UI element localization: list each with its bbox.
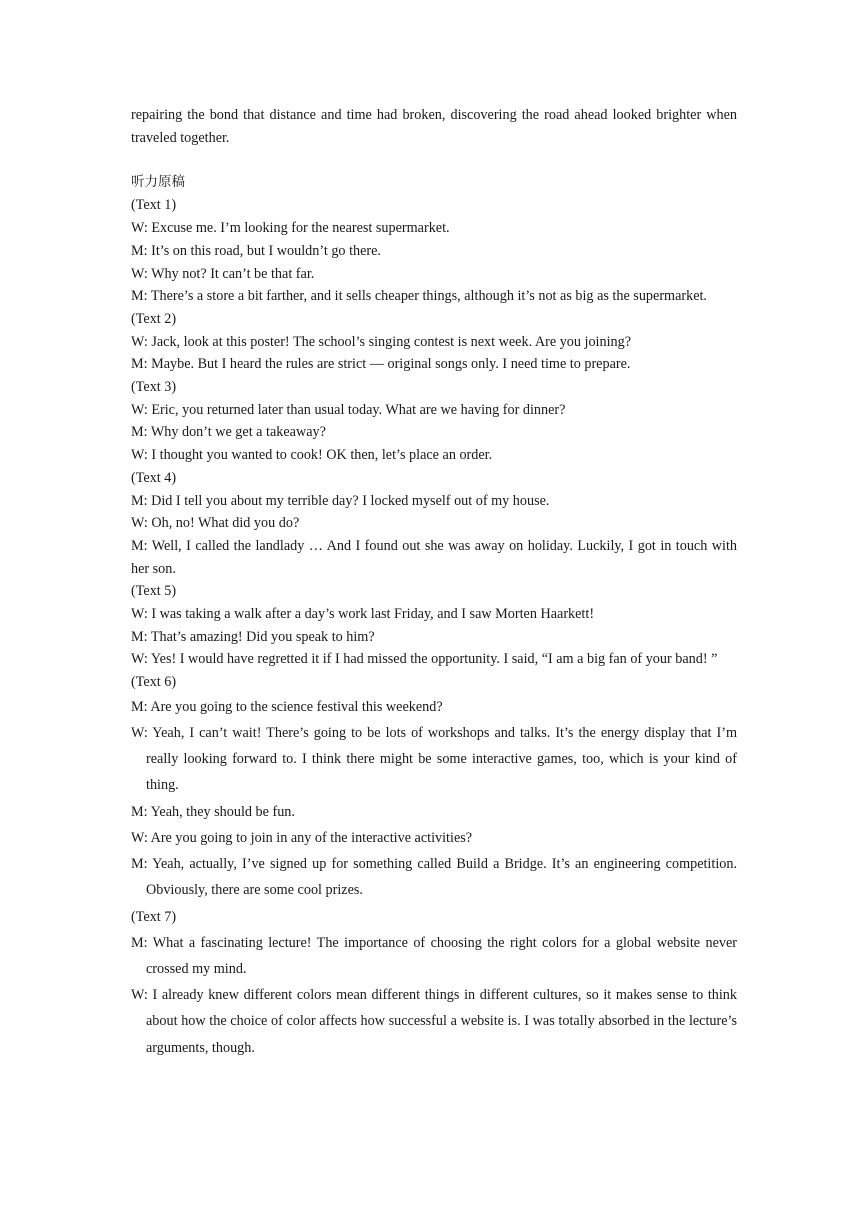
transcript-section-7 — [131, 904, 737, 1061]
section-label: (Text 7) — [131, 908, 177, 925]
intro-paragraph: repairing the bond that distance and time had broken, discovering the road ahead looked brighter when traveled together. — [131, 107, 737, 146]
dialogue-line: W: I thought you wanted to cook! OK then, let’s place an order. — [131, 447, 493, 464]
dialogue-line: W: Yeah, I can’t wait! There’s going to be lots of workshops and talks. It’s the energy display that I’m really looking forward to. I think there might be some interactive games, too, which is your kind of thing. — [131, 725, 737, 794]
transcript-section-3 — [131, 376, 737, 467]
dialogue-line: W: Jack, look at this poster! The school’s singing contest is next week. Are you joining? — [131, 333, 632, 350]
dialogue-line: M: There’s a store a bit farther, and it sells cheaper things, although it’s not as big as the supermarket. — [131, 288, 707, 305]
transcript-section-5 — [131, 580, 737, 671]
dialogue-line: W: Oh, no! What did you do? — [131, 515, 300, 532]
section-label: (Text 2) — [131, 310, 177, 327]
section-body — [131, 694, 737, 904]
document-page — [131, 104, 737, 1061]
dialogue-line: W: Eric, you returned later than usual today. What are we having for dinner? — [131, 401, 566, 418]
transcript-section-4 — [131, 467, 737, 581]
dialogue-line: M: Did I tell you about my terrible day? I locked myself out of my house. — [131, 492, 550, 509]
spacer — [131, 149, 737, 171]
section-label: (Text 3) — [131, 379, 177, 396]
section-label: (Text 5) — [131, 583, 177, 600]
dialogue-line: M: What a fascinating lecture! The importance of choosing the right colors for a global website never crossed my mind. — [131, 934, 737, 977]
dialogue-line: W: I was taking a walk after a day’s work last Friday, and I saw Morten Haarkett! — [131, 606, 595, 623]
dialogue-line: M: Yeah, actually, I’ve signed up for something called Build a Bridge. It’s an engineering competition. Obviously, there are some cool prizes. — [131, 856, 737, 899]
transcript-heading: 听力原稿 — [131, 174, 185, 191]
dialogue-line: W: Are you going to join in any of the interactive activities? — [131, 829, 473, 846]
dialogue-line: M: It’s on this road, but I wouldn’t go there. — [131, 242, 381, 259]
section-label: (Text 4) — [131, 469, 177, 486]
dialogue-line: W: Excuse me. I’m looking for the nearest supermarket. — [131, 220, 450, 237]
dialogue-line: W: I already knew different colors mean different things in different cultures, so it makes sense to think about how the choice of color affects how successful a website is. I was totally absorbed in the lecture’s arguments, though. — [131, 987, 737, 1056]
transcript-section-2 — [131, 308, 737, 376]
section-label: (Text 1) — [131, 197, 177, 214]
dialogue-line: M: Well, I called the landlady … And I found out she was away on holiday. Luckily, I got in touch with her son. — [131, 537, 737, 577]
dialogue-line: M: Maybe. But I heard the rules are strict — original songs only. I need time to prepare. — [131, 356, 631, 373]
dialogue-line: M: Are you going to the science festival this weekend? — [131, 698, 443, 715]
dialogue-line: W: Why not? It can’t be that far. — [131, 265, 315, 282]
transcript-section-6 — [131, 671, 737, 903]
dialogue-line: W: Yes! I would have regretted it if I had missed the opportunity. I said, “I am a big fan of your band! ” — [131, 651, 718, 668]
dialogue-line: M: Why don’t we get a takeaway? — [131, 424, 326, 441]
dialogue-line: M: Yeah, they should be fun. — [131, 803, 295, 820]
section-label: (Text 6) — [131, 674, 177, 691]
dialogue-line: M: That’s amazing! Did you speak to him? — [131, 628, 375, 645]
transcript-section-1 — [131, 194, 737, 308]
